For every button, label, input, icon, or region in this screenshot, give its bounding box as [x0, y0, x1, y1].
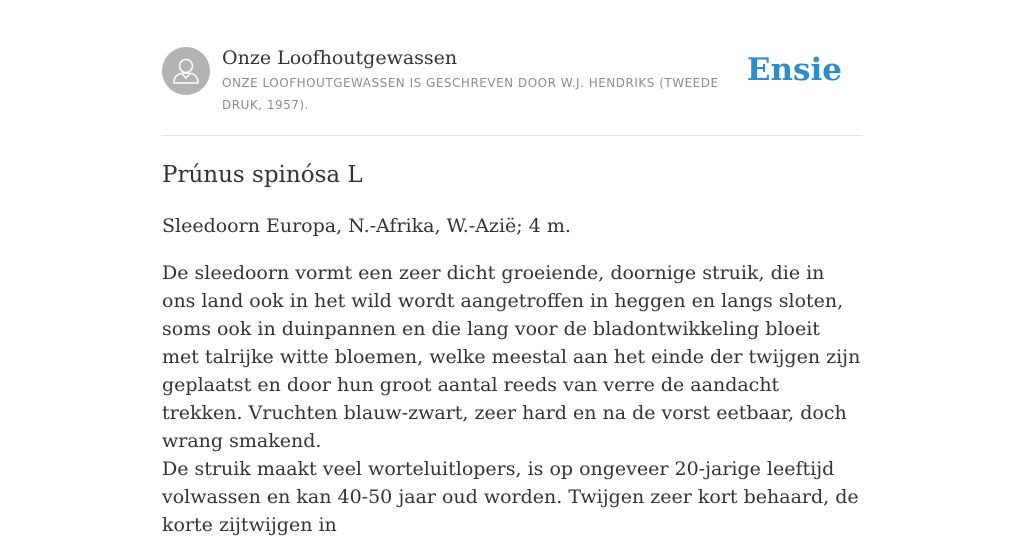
- entry-subline: Sleedoorn Europa, N.-Afrika, W.-Azië; 4 m.: [162, 215, 571, 237]
- publication-title[interactable]: Onze Loofhoutgewassen: [222, 47, 458, 69]
- publication-header: [162, 0, 862, 136]
- entry-paragraph: De struik maakt veel worteluitlopers, is op ongeveer 20-jarige leeftijd volwassen en kan 40-50 jaar oud worden. Twijgen zeer kort behaard, de korte zijtwijgen in: [162, 458, 859, 536]
- ensie-logo[interactable]: Ensie: [746, 52, 842, 88]
- publication-description: ONZE LOOFHOUTGEWASSEN IS GESCHREVEN DOOR W.J. HENDRIKS (TWEEDE DRUK, 1957).: [222, 76, 719, 112]
- user-icon[interactable]: [162, 47, 210, 95]
- entry-paragraph: De sleedoorn vormt een zeer dicht groeiende, doornige struik, die in ons land ook in het wild wordt aangetroffen in heggen en langs sloten, soms ook in duinpannen en die lang voor de bladontwikkeling bloeit met talrijke witte bloemen, welke meestal aan het einde der twijgen zijn geplaatst en door hun groot aantal reeds van verre de aandacht trekken. Vruchten blauw-zwart, zeer hard en na de vorst eetbaar, doch wrang smakend.: [162, 262, 861, 452]
- page-container: [162, 0, 862, 536]
- entry-title: Prúnus spinósa L: [162, 162, 363, 188]
